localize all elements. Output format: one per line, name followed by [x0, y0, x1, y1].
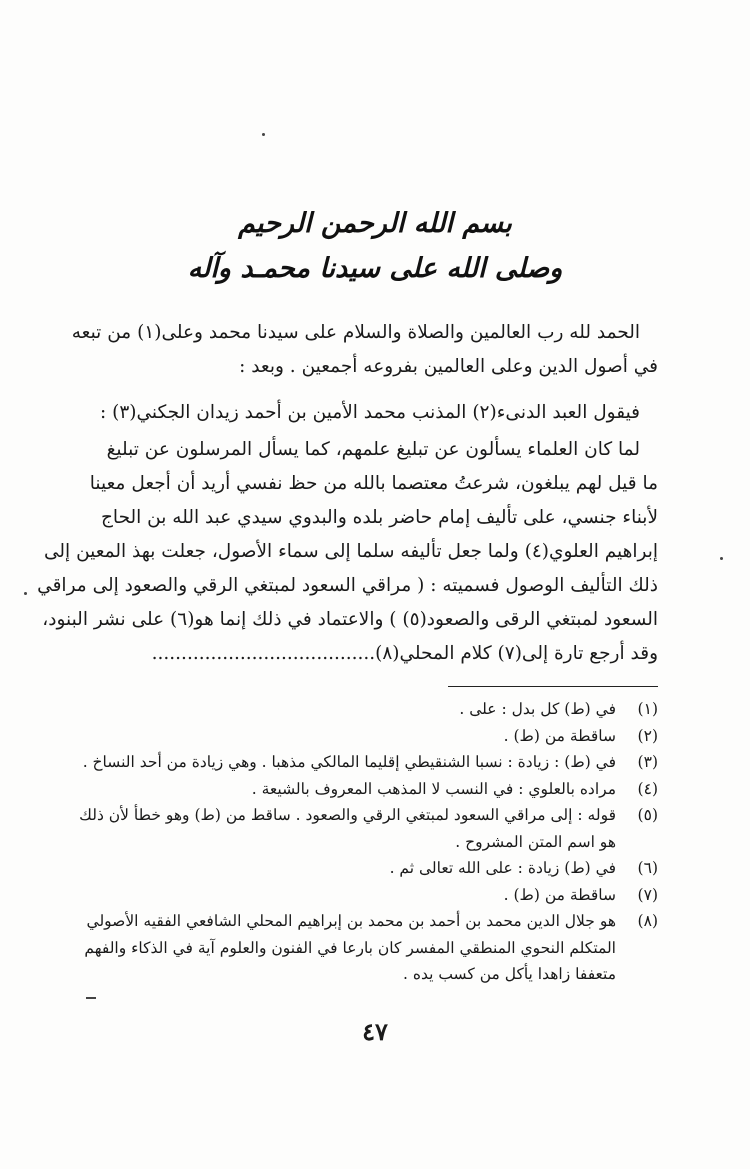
text-line: لما كان العلماء يسألون عن تبليغ علمهم، كما يسأل المرسلون عن تبليغ [106, 439, 640, 460]
footnote-number: (٨) [637, 912, 658, 930]
ink-speck [86, 997, 96, 999]
footnote-number: (٦) [637, 859, 658, 877]
footnote-number: (٣) [637, 753, 658, 771]
footnote-text: هو جلال الدين محمد بن أحمد بن محمد بن إبراهيم المحلي الشافعي الفقيه الأصولي [86, 912, 616, 930]
footnote-text: قوله : إلى مراقي السعود لمبتغي الرقي والصعود . ساقط من (ط) وهو خطأ لأن ذلك [79, 806, 616, 824]
footnote [79, 802, 658, 855]
footnote [84, 908, 658, 988]
footnote [92, 882, 658, 909]
footnotes [79, 696, 658, 988]
page-number: ٤٧ [362, 1017, 388, 1046]
text-line: إبراهيم العلوي(٤) ولما جعل تأليفه سلما إلى سماء الأصول، جعلت بهذ المعين إلى [44, 541, 658, 562]
footnote-text: المتكلم النحوي المنطقي المفسر كان بارعا في الفنون والعلوم آية في الذكاء والفهم [84, 938, 616, 957]
footnote [92, 776, 658, 803]
text-line: لأبناء جنسي، على تأليف إمام حاضر بلده والبدوي سيدي عبد الله بن الحاج [100, 507, 658, 528]
paragraph-purpose [37, 433, 658, 671]
text-line: فيقول العبد الدنىء(٢) المذنب محمد الأمين بن أحمد زيدان الجكني(٣) : [99, 402, 640, 423]
footnote-text: في (ط) : زيادة : نسبا الشنقيطي إقليما المالكي مذهبا . وهي زيادة من أحد النساخ . [82, 753, 616, 771]
text-line: وقد أرجع تارة إلى(٧) كلام المحلي(٨)...................................... [151, 643, 658, 664]
footnote-number: (٤) [637, 779, 658, 798]
basmala-heading: بسم الله الرحمن الرحيم [238, 208, 512, 239]
text-line: ذلك التأليف الوصول فسميته : ( مراقي السعود لمبتغي الرقي والصعود إلى مراقي [37, 575, 658, 596]
footnote-text: ساقطة من (ط) . [503, 726, 616, 745]
paragraph-opening [71, 316, 658, 384]
footnote-text: في (ط) كل بدل : على . [459, 700, 616, 718]
ink-speck [720, 557, 723, 560]
paragraph-author [92, 396, 658, 430]
footnote [82, 749, 658, 776]
salutation-heading: وصلى الله على سيدنا محمـد وآله [187, 253, 563, 284]
footnote [92, 696, 658, 723]
ink-speck [262, 133, 265, 136]
text-line: الحمد لله رب العالمين والصلاة والسلام على سيدنا محمد وعلى(١) من تبعه [71, 322, 640, 343]
footnote-text: هو اسم المتن المشروح . [455, 832, 616, 851]
footnote-number: (٢) [637, 726, 658, 745]
footnote-number: (٥) [637, 806, 658, 824]
ink-speck [24, 592, 27, 595]
footnote-number: (١) [637, 700, 658, 718]
text-line: ما قيل لهم يبلغون، شرعتُ معتصما بالله من حظ نفسي أريد أن أجعل معينا [89, 473, 658, 494]
footnote [92, 855, 658, 882]
footnote-text: في (ط) زيادة : على الله تعالى ثم . [389, 859, 616, 877]
text-line: السعود لمبتغي الرقى والصعود(٥) ) والاعتماد في ذلك إنما هو(٦) على نشر البنود، [42, 609, 658, 630]
footnote-text: مراده بالعلوي : في النسب لا المذهب المعروف بالشيعة . [251, 779, 616, 798]
footnote-text: متعففا زاهدا يأكل من كسب يده . [402, 965, 616, 983]
footnote-text: ساقطة من (ط) . [503, 885, 616, 904]
footnote-number: (٧) [637, 885, 658, 904]
text-line: في أصول الدين وعلى العالمين بفروعه أجمعين . وبعد : [239, 356, 658, 377]
footnote-divider [448, 686, 658, 687]
footnote [92, 723, 658, 750]
